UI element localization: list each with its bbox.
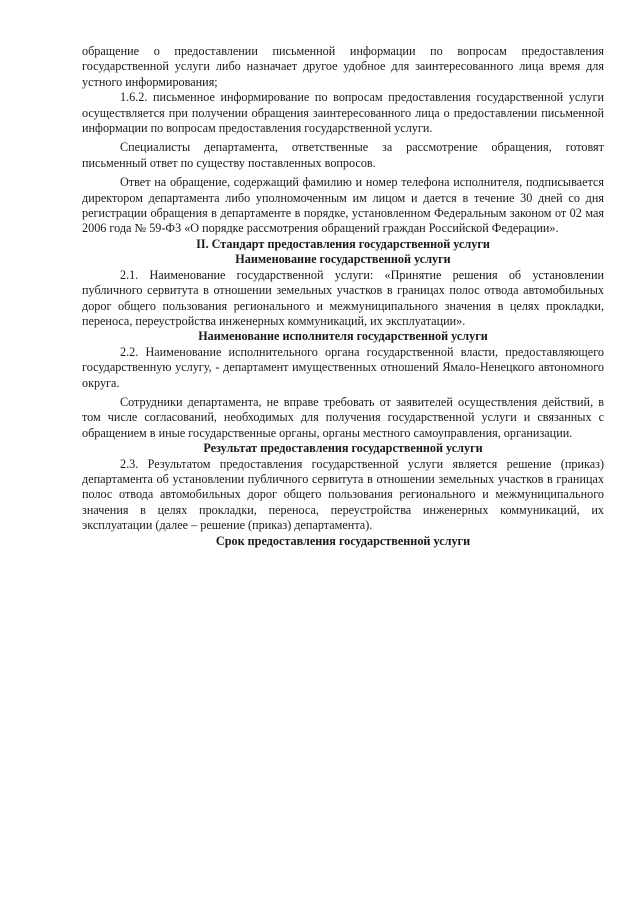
intro-paragraph: Ответ на обращение, содержащий фамилию и номер телефона исполнителя, подписывается директором департамента либо уполномоченным им лицом и дается в течение 30 дней со дня регистрации обращения в департаменте в порядке, установленном Федеральным законом от 02 мая 2006 года № 59-ФЗ «О порядке рассмотрения обращений граждан Российской Федерации». (82, 175, 604, 236)
term-heading: Срок предоставления государственной услуги (215, 533, 471, 548)
executor-paragraph: 2.2. Наименование исполнительного органа государственной власти, предоставляющего государственную услугу, - департамент имущественных отношений Ямало-Ненецкого автономного округа. (82, 344, 604, 390)
service-name-paragraph: 2.1. Наименование государственной услуги: «Принятие решения об установлении публичного сервитута в отношении земельных участков в границах полос отвода автомобильных дорог общего пользования регионального и межмуниципального значения в целях прокладки, переноса, переустройства инженерных коммуникаций, их эксплуатации». (82, 267, 604, 328)
executor-heading: Наименование исполнителя государственной услуги (198, 329, 488, 344)
section-title: II. Стандарт предоставления государственной услуги (196, 236, 490, 251)
intro-paragraph: 1.6.2. письменное информирование по вопросам предоставления государственной услуги осуществляется при получении обращения заинтересованного лица о предоставлении письменной информации по вопросам предоставления государственной услуги. (82, 90, 604, 136)
result-paragraph: 2.3. Результатом предоставления государственной услуги является решение (приказ) департамента об установлении публичного сервитута в отношении земельных участков в границах полос отвода автомобильных дорог общего пользования регионального и межмуниципального значения в целях прокладки, переноса, переустройства инженерных коммуникаций, их эксплуатации (далее – решение (приказ) департамента). (82, 456, 604, 533)
executor-paragraph: Сотрудники департамента, не вправе требовать от заявителей осуществления действий, в том числе согласований, необходимых для получения государственной услуги и связанных с обращением в иные государственные органы, органы местного самоуправления, организации. (82, 394, 604, 440)
intro-paragraph: Специалисты департамента, ответственные за рассмотрение обращения, готовят письменный ответ по существу поставленных вопросов. (82, 140, 604, 170)
result-heading: Результат предоставления государственной услуги (203, 441, 483, 456)
document-body (82, 44, 604, 549)
service-name-heading: Наименование государственной услуги (235, 252, 451, 267)
intro-paragraph: обращение о предоставлении письменной информации по вопросам предоставления государственной услуги либо назначает другое удобное для заинтересованного лица время для устного информирования; (82, 44, 604, 89)
